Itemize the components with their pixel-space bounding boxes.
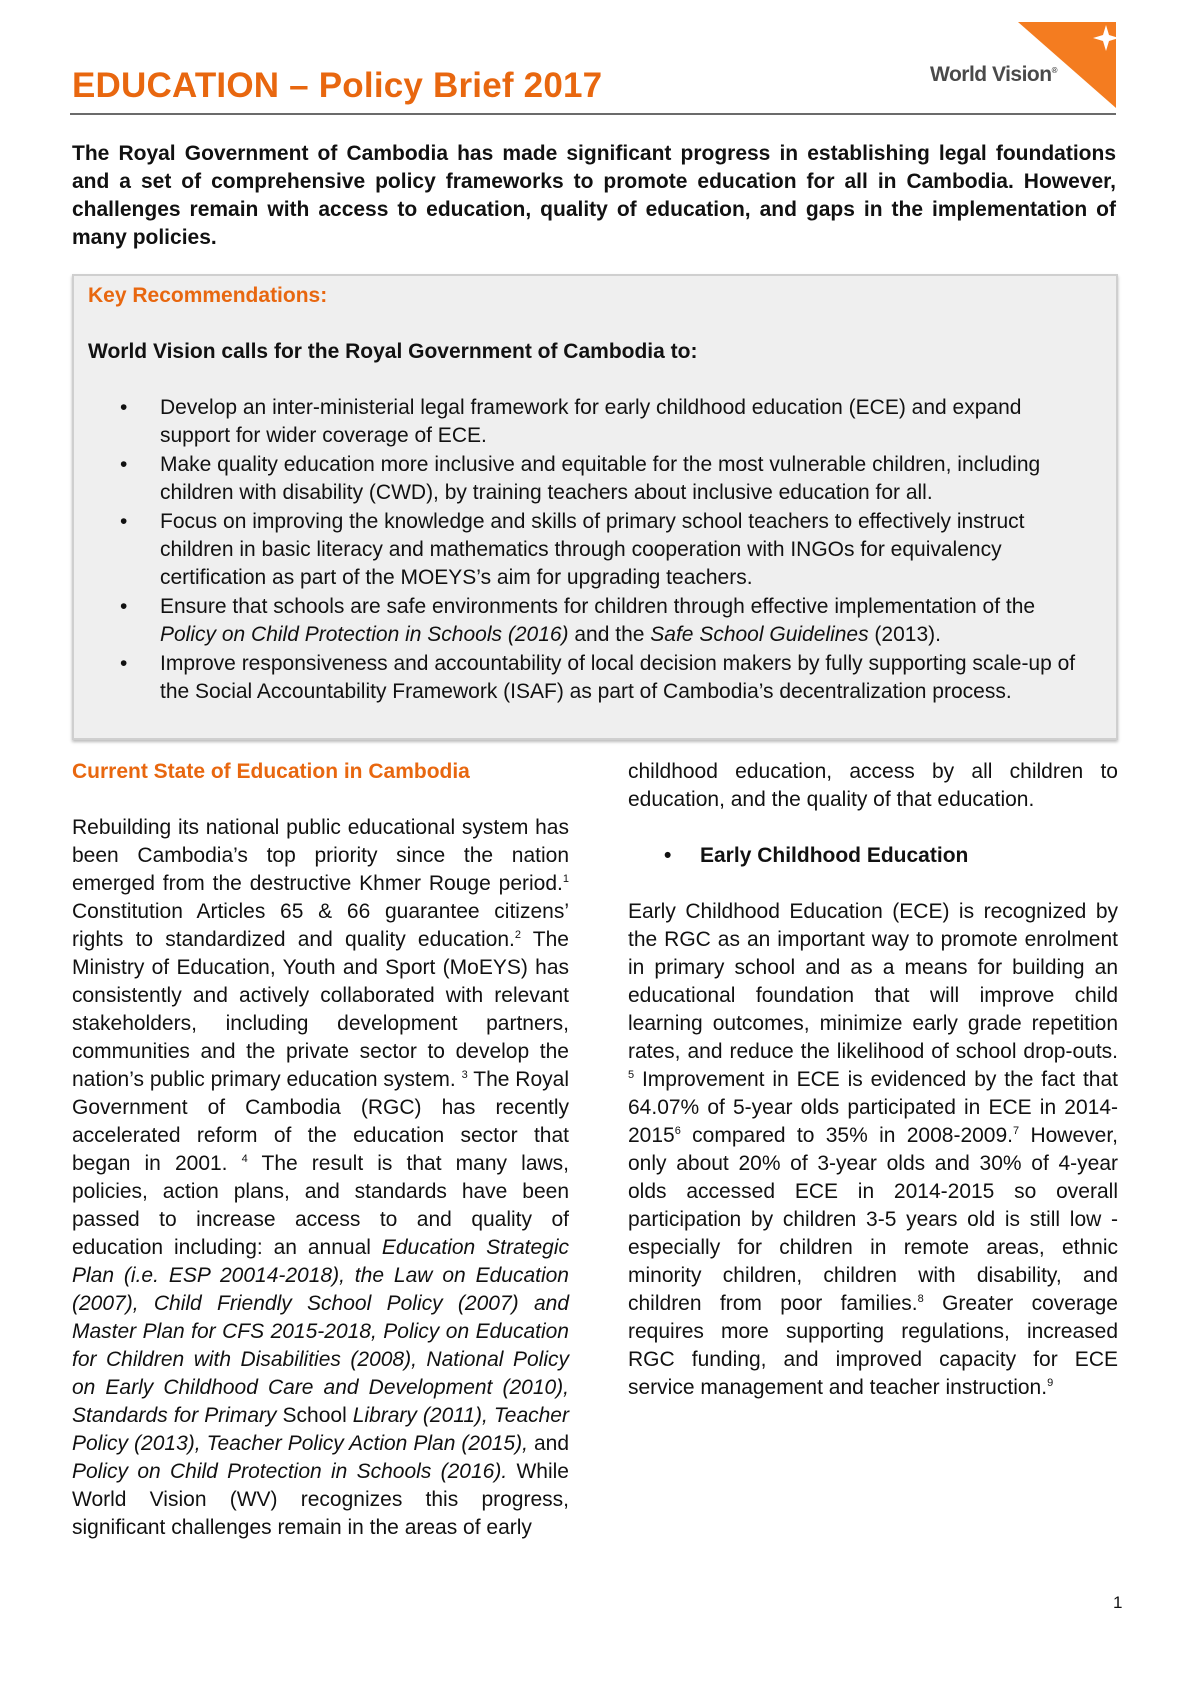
footnote-ref: 3 [461,1069,468,1081]
bullet-icon: • [120,396,128,419]
footnote-ref: 2 [514,929,521,941]
key-recommendations-call: World Vision calls for the Royal Government of Cambodia to: [88,340,698,363]
header-divider [70,113,1116,115]
recommendation-item: • Focus on improving the knowledge and skills of primary school teachers to effectively instruct children in basic literacy and mathematics through cooperation with INGOs for equivalency certification as part of the MOEYS’s aim for upgrading teachers. [120,510,1025,589]
logo-wordmark: World Vision® [930,63,1057,86]
bullet-icon: • [120,510,128,533]
registered-mark: ® [1051,66,1057,75]
recommendation-list [120,394,1080,707]
left-column [72,758,569,1570]
body-paragraph: Rebuilding its national public educational system has been Cambodia’s top priority since the nation emerged from the destructive Khmer Rouge period.$^1$ Constitution Articles 65 & 66 guarantee citizens’ rights to standardized and quality education.$^2$ The Ministry of Education, Youth and Sport (MoEYS) has consistently and actively collaborated with relevant stakeholders, including development partners, communities and the private sector to develop the nation’s public primary education system. $^3$ The Royal Government of Cambodia (RGC) has recently accelerated reform of the education sector that began in 2001. $^4$ The result is that many laws, policies, action plans, and standards have been passed to increase access to and quality of education including: an annual Education Strategic Plan (i.e. ESP 20014-2018), the Law on Education (2007), Child Friendly School Policy (2007) and Master Plan for CFS 2015-2018, Policy on Education for Children with Disabilities (2008), National Policy on Early Childhood Care and Development (2010), Standards for Primary School Library (2011), Teacher Policy (2013), Teacher Policy Action Plan (2015), and Policy on Child Protection in Schools (2016). While World Vision (WV) recognizes this progress, significant challenges remain in the areas of early [72,816,570,1539]
key-recommendations-box [72,274,1118,740]
bullet-icon: • [120,595,128,618]
recommendation-item: • Improve responsiveness and accountability of local decision makers by fully supporting scale-up of the Social Accountability Framework (ISAF) as part of Cambodia’s decentralization process. [120,652,1076,703]
footnote-ref: 5 [628,1069,635,1081]
bullet-icon: • [120,652,128,675]
bullet-icon: • [120,453,128,476]
footnote-ref: 9 [1047,1377,1054,1389]
footnote-ref: 7 [1013,1125,1020,1137]
body-paragraph-continued: childhood education, access by all children to education, and the quality of that education. [628,760,1118,811]
intro-paragraph: The Royal Government of Cambodia has made significant progress in establishing legal foundations and a set of comprehensive policy frameworks to promote education for all in Cambodia. However, challenges remain with access to education, quality of education, and gaps in the implementation of many policies. [72,142,1116,249]
footnote-ref: 4 [241,1153,248,1165]
section-heading: Current State of Education in Cambodia [72,760,470,783]
key-recommendations-heading: Key Recommendations: [88,284,328,307]
page-title: EDUCATION – Policy Brief 2017 [72,66,603,105]
footnote-ref: 8 [917,1293,924,1305]
body-paragraph: Early Childhood Education (ECE) is recognized by the RGC as an important way to promote enrolment in primary school and as a means for building an educational foundation that will improve child learning outcomes, minimize early grade repetition rates, and reduce the likelihood of school drop-outs. $^5$ Improvement in ECE is evidenced by the fact that 64.07% of 5-year olds participated in ECE in 2014-2015$^6$ compared to 35% in 2008-2009.$^7$ However, only about 20% of 3-year olds and 30% of 4-year olds accessed ECE in 2014-2015 so overall participation by children 3-5 years old is still low - especially for children in remote areas, ethnic minority children, children with disability, and children from poor families.$^8$ Greater coverage requires more supporting regulations, increased RGC funding, and improved capacity for ECE service management and teacher instruction.$^9$ [628,900,1118,1399]
recommendation-item: • Develop an inter-ministerial legal framework for early childhood education (ECE) and expand support for wider coverage of ECE. [120,396,1022,447]
right-column [628,758,1118,1430]
footnote-ref: 6 [674,1125,681,1137]
subsection-heading: • Early Childhood Education [628,842,1118,870]
bullet-icon: • [664,844,672,867]
footnote-ref: 1 [562,873,569,885]
recommendation-item: • Make quality education more inclusive and equitable for the most vulnerable children, including children with disability (CWD), by training teachers about inclusive education for all. [120,453,1041,504]
recommendation-item: • Ensure that schools are safe environments for children through effective implementation of the Policy on Child Protection in Schools (2016) and the Safe School Guidelines (2013). [120,595,1036,646]
page-number: 1 [1113,1593,1123,1612]
